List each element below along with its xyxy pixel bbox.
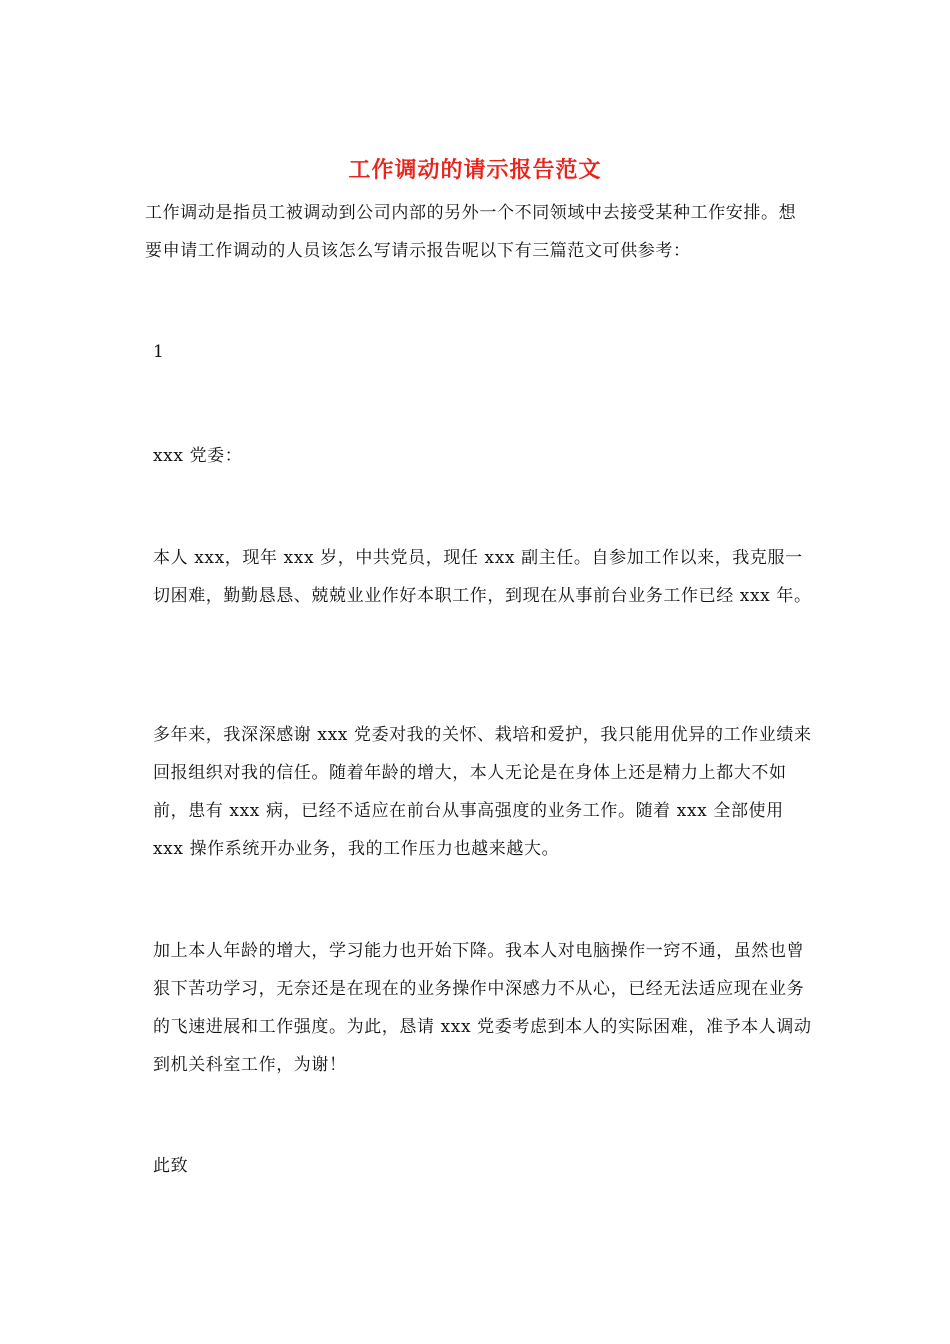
intro-paragraph: 工作调动是指员工被调动到公司内部的另外一个不同领域中去接受某种工作安排。想要申请工作调动的人员该怎么写请示报告呢以下有三篇范文可供参考： [145,203,797,261]
section-number: 1 [153,342,165,362]
closing: 此致 [153,1156,189,1176]
body-paragraph-3: 加上本人年龄的增大，学习能力也开始下降。我本人对电脑操作一窍不通，虽然也曾狠下苦功学习，无奈还是在现在的业务操作中深感力不从心，已经无法适应现在业务的飞速进展和工作强度。为此，恳请 xxx 党委考虑到本人的实际困难，准予本人调动到机关科室工作，为谢！ [153,941,812,1075]
salutation: xxx 党委： [153,446,243,466]
body-paragraph-1: 本人 xxx，现年 xxx 岁，中共党员，现任 xxx 副主任。自参加工作以来，我克服一切困难，勤勤恳恳、兢兢业业作好本职工作，到现在从事前台业务工作已经 xxx 年。 [153,548,812,606]
document-title: 工作调动的请示报告范文 [348,157,602,183]
body-paragraph-2: 多年来，我深深感谢 xxx 党委对我的关怀、栽培和爱护，我只能用优异的工作业绩来回报组织对我的信任。随着年龄的增大，本人无论是在身体上还是精力上都大不如前，患有 xxx 病，已经不适应在前台从事高强度的业务工作。随着 xxx 全部使用 xxx 操作系统开办业务，我的工作压力也越来越大。 [153,725,812,859]
